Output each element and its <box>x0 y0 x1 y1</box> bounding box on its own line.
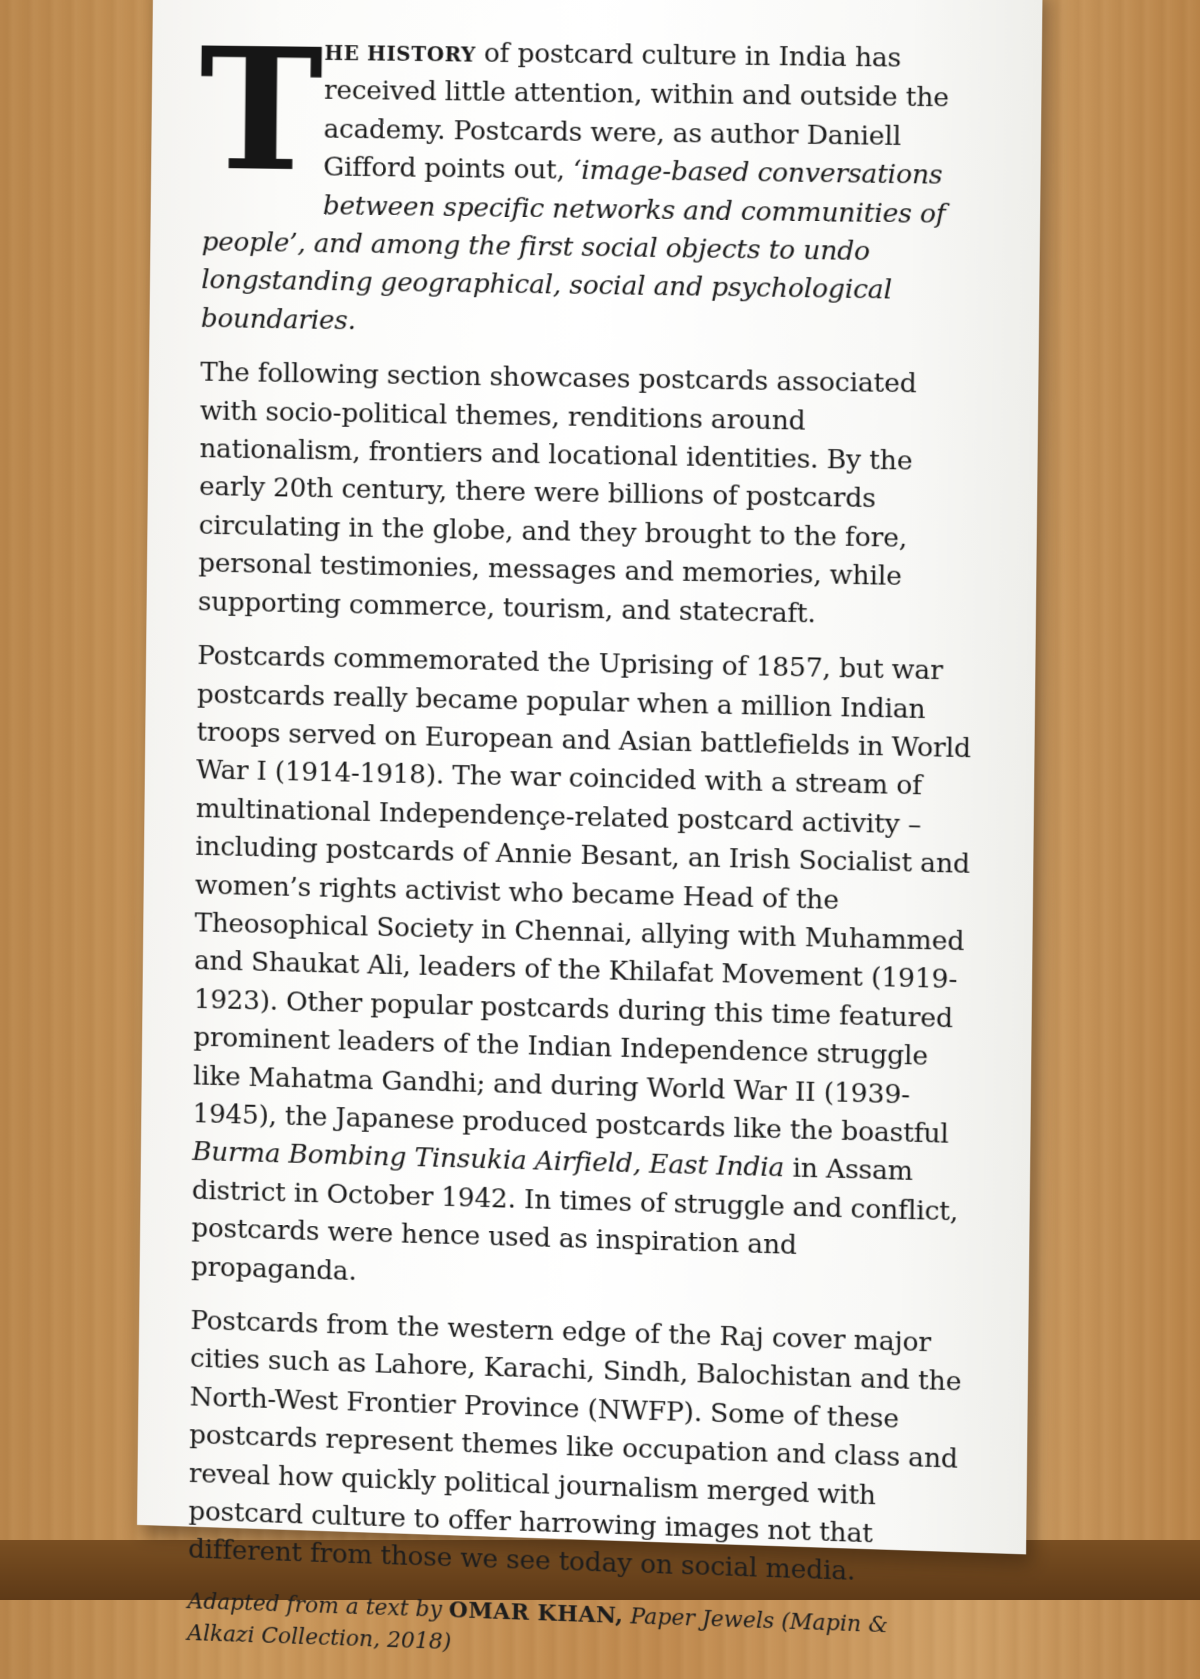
credit-source: Paper Jewels (Mapin & Alkazi Collection, 2018) <box>187 1603 889 1655</box>
drop-cap: T <box>198 10 324 210</box>
war-postcards-paragraph <box>191 637 973 1309</box>
section-paragraph: The following section showcases postcards associated with socio-political themes, renditions around nationalism, frontiers and locational identities. By the early 20th century, there were billions of postcards circulating in the globe, and they brought to the fore, personal testimonies, messages and memories, while supporting commerce, tourism, and statecraft. <box>197 356 917 630</box>
lead-small-caps: HE HISTORY <box>324 40 477 67</box>
war-text-before: Postcards commemorated the Uprising of 1857, but war postcards really became popular when a million Indian troops served on European and Asian battlefields in World War I (1914-1918). The war coincided with a stream of multinational Independençe-related postcard activity – including postcards of Annie Besant, an Irish Socialist and women’s rights activist who became Head of the Theosophical Society in Chennai, allying with Muhammed and Shaukat Ali, leaders of the Khilafat Movement (1919-1923). Other popular postcards during this time featured prominent leaders of the Indian Independence struggle like Mahatma Gandhi; and during World War II (1939-1945), the Japanese produced postcards like the boastful <box>192 640 972 1150</box>
intro-text: of postcard culture in India has received little attention, within and outside the academy. Postcards were, as author Daniell Gifford points out, <box>323 37 950 186</box>
credit-author: OMAR KHAN, <box>448 1596 624 1629</box>
postcard-title: Burma Bombing Tinsukia Airfield, East India <box>192 1136 785 1184</box>
war-text-after: in Assam district in October 1942. In times of struggle and conflict, postcards were hence used as inspiration and propaganda. <box>190 1152 959 1287</box>
credit-prefix: Adapted from a text by <box>187 1589 450 1623</box>
intro-quote: ‘image-based conversations between specific networks and communities of people’, and among the first social objects to undo longstanding geographical, social and psychological boundaries. <box>200 154 946 337</box>
intro-paragraph <box>198 10 980 351</box>
exhibit-text-panel <box>137 0 1043 1655</box>
western-edge-paragraph: Postcards from the western edge of the Raj cover major cities such as Lahore, Karachi, Sindh, Balochistan and the North-West Frontier Province (NWFP). Some of these postcards represent themes like occupation and class and reveal how quickly political journalism merged with postcard culture to offer harrowing images not that different from those we see today on social media. <box>187 1304 962 1588</box>
